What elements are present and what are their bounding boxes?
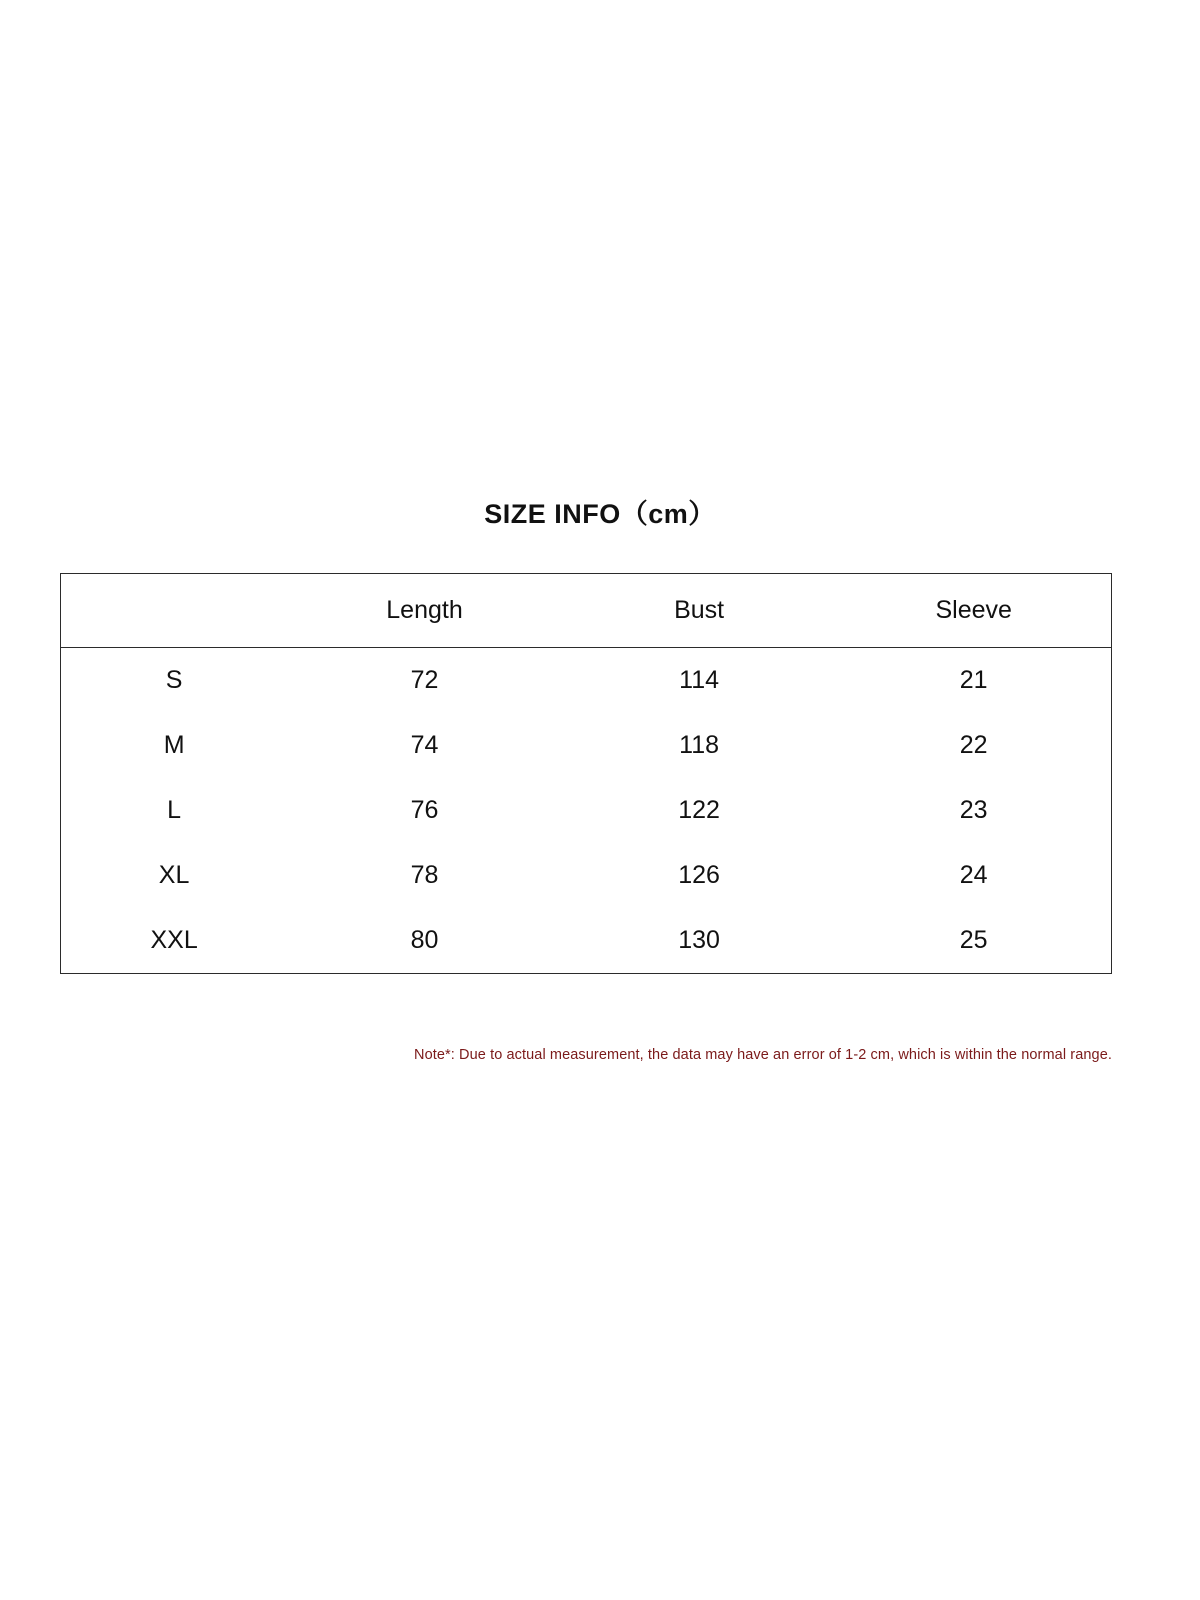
column-header-bust: Bust	[562, 574, 837, 648]
cell-length: 80	[410, 926, 439, 954]
cell-length: 78	[410, 861, 439, 889]
column-header-sleeve: Sleeve	[836, 574, 1111, 648]
cell-length: 72	[410, 666, 439, 694]
table-header-row	[61, 574, 1111, 648]
cell-bust: 114	[679, 666, 720, 694]
cell-sleeve: 24	[959, 861, 988, 889]
cell-size: XL	[158, 861, 190, 889]
size-info-table	[61, 574, 1111, 973]
table-header	[61, 574, 1111, 648]
cell-size: XXL	[150, 926, 198, 954]
table-row	[61, 648, 1111, 714]
table-row	[61, 713, 1111, 778]
cell-size: S	[165, 666, 183, 694]
size-info-table-container	[60, 573, 1112, 974]
cell-length: 76	[410, 796, 439, 824]
column-header-size	[61, 574, 287, 648]
cell-bust: 130	[678, 926, 720, 954]
table-row	[61, 843, 1111, 908]
table-body	[61, 648, 1111, 974]
cell-sleeve: 25	[959, 926, 988, 954]
table-row	[61, 908, 1111, 973]
cell-size: M	[163, 731, 185, 759]
cell-size: L	[167, 796, 182, 824]
column-header-length: Length	[287, 574, 562, 648]
cell-bust: 118	[679, 731, 720, 759]
table-row	[61, 778, 1111, 843]
cell-bust: 126	[678, 861, 720, 889]
measurement-note: Note*: Due to actual measurement, the data may have an error of 1-2 cm, which is within the normal range.	[414, 1047, 1112, 1063]
cell-sleeve: 23	[959, 796, 988, 824]
cell-sleeve: 22	[959, 731, 988, 759]
page-title: SIZE INFO（cm）	[484, 499, 716, 529]
cell-bust: 122	[678, 796, 720, 824]
cell-sleeve: 21	[959, 666, 988, 694]
cell-length: 74	[410, 731, 439, 759]
